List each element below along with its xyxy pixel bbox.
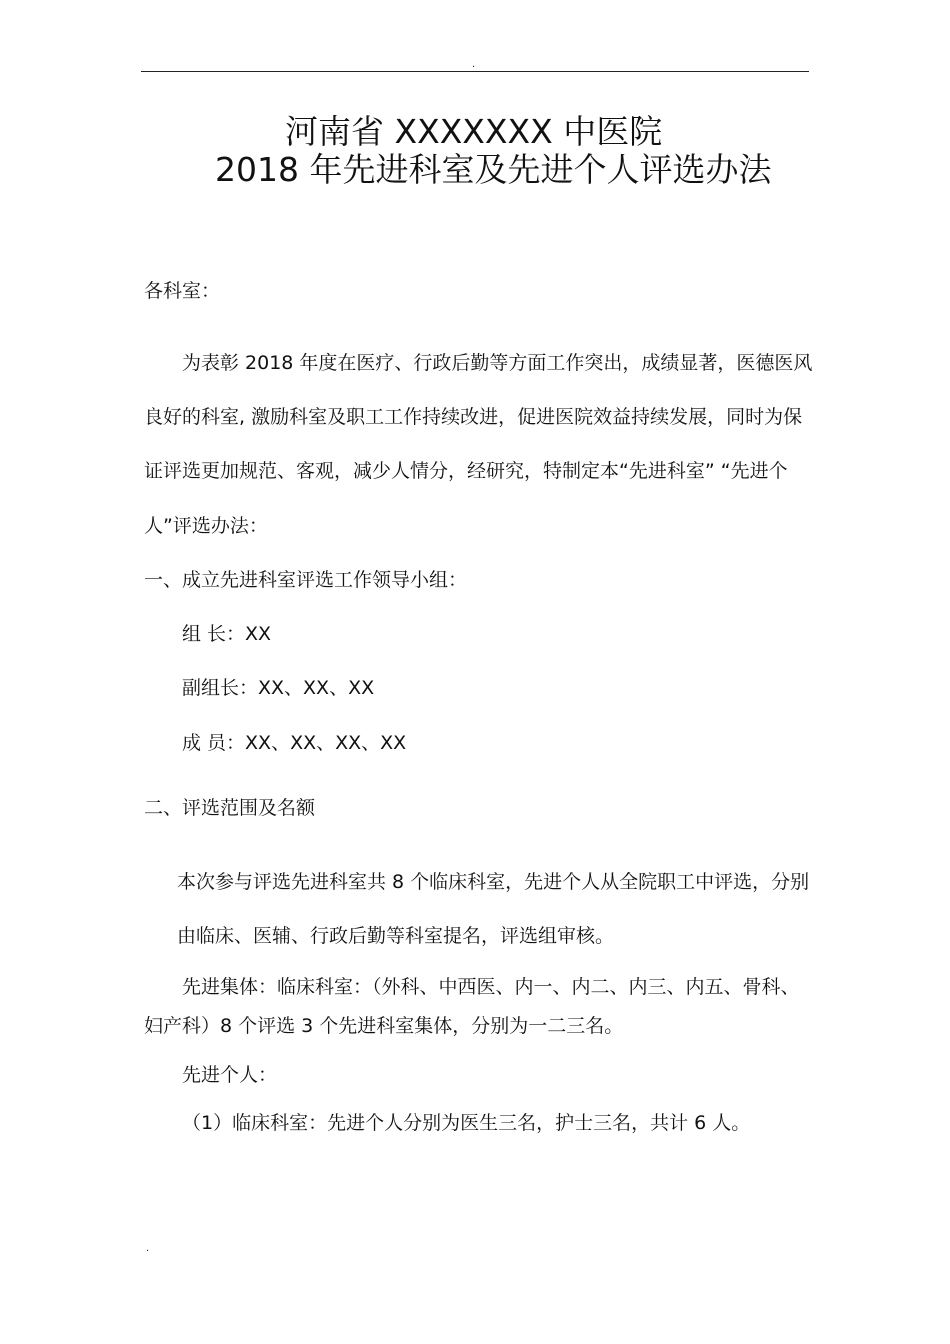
section2-line-1: 本次参与评选先进科室共 8 个临床科室，先进个人从全院职工中评选，分别 xyxy=(177,871,810,893)
header-rule xyxy=(141,71,809,72)
advanced-group-line-2: 妇产科）8 个评选 3 个先进科室集体，分别为一二三名。 xyxy=(144,1015,624,1037)
leader-line: 组 长：XX xyxy=(182,623,272,645)
advanced-group-line-1: 先进集体：临床科室：（外科、中西医、内一、内二、内三、内五、骨科、 xyxy=(182,976,800,998)
title-line-2: 2018 年先进科室及先进个人评选办法 xyxy=(215,150,772,189)
intro-line-3: 证评选更加规范、客观，减少人情分，经研究，特制定本“先进科室” “先进个 xyxy=(144,460,788,482)
salutation: 各科室： xyxy=(144,280,221,302)
footer-mark: . xyxy=(146,1243,150,1254)
intro-line-2: 良好的科室, 激励科室及职工工作持续改进，促进医院效益持续发展，同时为保 xyxy=(144,406,803,428)
title-line-1: 河南省 XXXXXXX 中医院 xyxy=(285,112,663,151)
intro-line-4: 人”评选办法： xyxy=(144,515,268,537)
member-line: 成 员：XX、XX、XX、XX xyxy=(182,732,407,754)
intro-line-1: 为表彰 2018 年度在医疗、行政后勤等方面工作突出，成绩显著，医德医风 xyxy=(182,352,813,374)
header-mark: . xyxy=(472,59,476,70)
section2-heading: 二、评选范围及名额 xyxy=(144,797,316,819)
section1-heading: 一、成立先进科室评选工作领导小组： xyxy=(144,569,468,591)
deputy-leader-line: 副组长：XX、XX、XX xyxy=(182,677,375,699)
advanced-individual-heading: 先进个人： xyxy=(182,1064,278,1086)
clinical-individual-line: （1）临床科室：先进个人分别为医生三名，护士三名，共计 6 人。 xyxy=(182,1112,751,1134)
section2-line-2: 由临床、医辅、行政后勤等科室提名，评选组审核。 xyxy=(177,925,615,947)
